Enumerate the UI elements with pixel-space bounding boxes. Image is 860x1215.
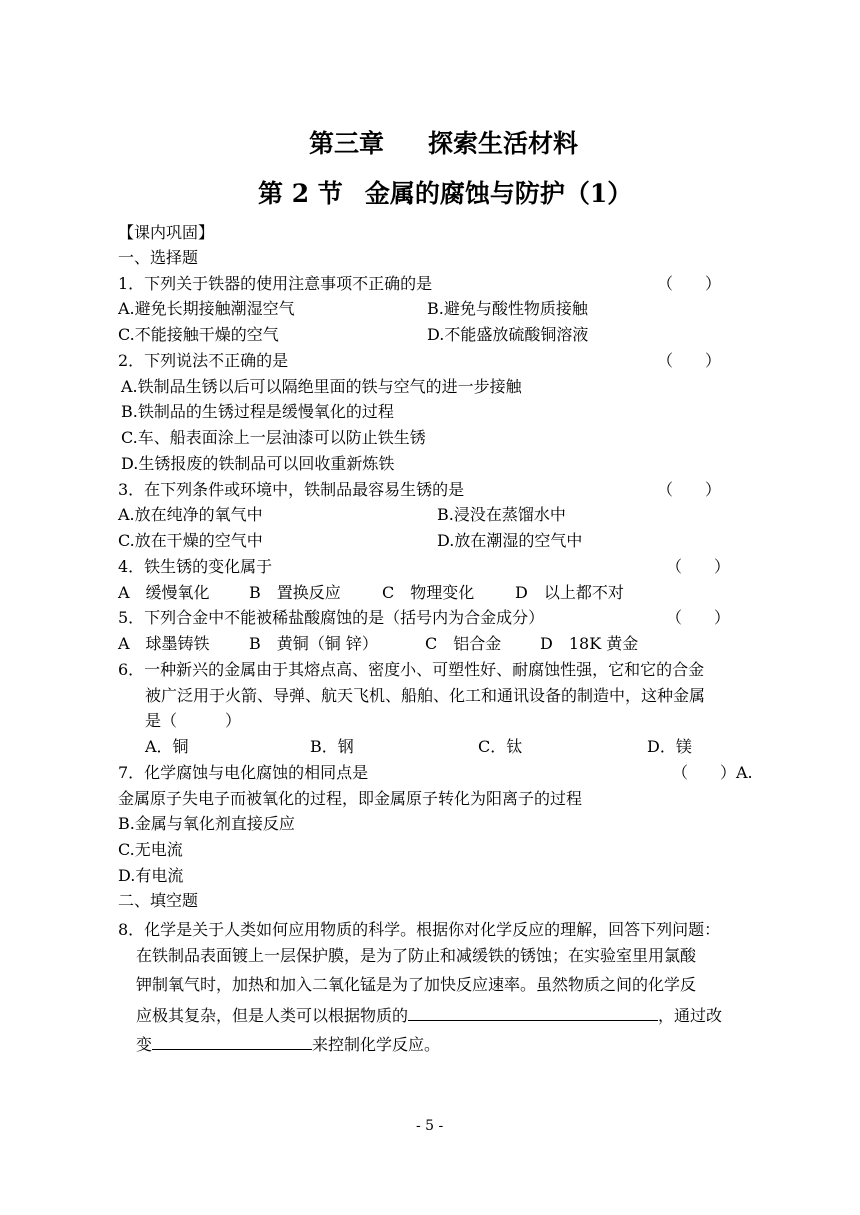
q8-line4 bbox=[136, 1003, 722, 1027]
q7-option-a: 金属原子失电子而被氧化的过程，即金属原子转化为阳离子的过程 bbox=[118, 789, 583, 808]
q5-option-d: D 18K 黄金 bbox=[540, 634, 639, 653]
q6-option-a: A．铜 bbox=[145, 737, 189, 756]
q5-stem: 5．下列合金中不能被稀盐酸腐蚀的是（括号内为合金成分） bbox=[118, 608, 545, 627]
q3-option-a: A.放在纯净的氧气中 bbox=[118, 505, 263, 524]
q8-line3: 钾制氧气时，加热和加入二氧化锰是为了加快反应速率。虽然物质之间的化学反 bbox=[136, 975, 697, 994]
q4-answer-paren: （ ） bbox=[666, 557, 731, 576]
q1-option-d: D.不能盛放硫酸铜溶液 bbox=[427, 325, 589, 344]
q8-line4-post: ，通过改 bbox=[658, 1006, 723, 1025]
q7-stem: 7．化学腐蚀与电化腐蚀的相同点是 bbox=[118, 763, 369, 782]
q7-option-c: C.无电流 bbox=[118, 840, 183, 859]
consolidation-label: 【课内巩固】 bbox=[118, 223, 215, 242]
chapter-name: 探索生活材料 bbox=[428, 129, 579, 158]
q1-option-b: B.避免与酸性物质接触 bbox=[427, 299, 588, 318]
q4-option-b: B 置换反应 bbox=[249, 583, 341, 602]
q6-stem-line1: 6．一种新兴的金属由于其熔点高、密度小、可塑性好、耐腐蚀性强，它和它的合金 bbox=[118, 660, 705, 679]
chapter-number: 第三章 bbox=[309, 129, 385, 158]
q3-answer-paren: （ ） bbox=[657, 480, 722, 499]
q4-option-c: C 物理变化 bbox=[382, 583, 475, 602]
q8-line5-post: 来控制化学反应。 bbox=[312, 1035, 441, 1054]
q2-stem: 2．下列说法不正确的是 bbox=[118, 351, 289, 370]
section-name: 金属的腐蚀与防护（1） bbox=[364, 179, 633, 208]
q3-option-c: C.放在干燥的空气中 bbox=[118, 531, 263, 550]
section-title bbox=[258, 178, 632, 210]
q6-option-b: B．钢 bbox=[310, 737, 354, 756]
q6-stem-line2: 被广泛用于火箭、导弹、航天飞机、船舶、化工和通讯设备的制造中，这种金属 bbox=[145, 686, 706, 705]
q2-answer-paren: （ ） bbox=[657, 351, 722, 370]
q5-option-c: C 铝合金 bbox=[425, 634, 502, 653]
q4-option-a: A 缓慢氧化 bbox=[118, 583, 210, 602]
q4-stem: 4．铁生锈的变化属于 bbox=[118, 557, 273, 576]
q8-line4-pre: 应极其复杂，但是人类可以根据物质的 bbox=[136, 1006, 409, 1025]
chapter-title bbox=[309, 128, 578, 160]
q5-answer-paren: （ ） bbox=[666, 608, 731, 627]
q6-option-c: C．钛 bbox=[478, 737, 523, 756]
q3-stem: 3．在下列条件或环境中，铁制品最容易生锈的是 bbox=[118, 480, 465, 499]
q1-option-a: A.避免长期接触潮湿空气 bbox=[118, 299, 295, 318]
part2-heading: 二、填空题 bbox=[118, 891, 199, 910]
q1-option-c: C.不能接触干燥的空气 bbox=[118, 325, 279, 344]
q3-option-b: B.浸没在蒸馏水中 bbox=[437, 505, 566, 524]
q2-option-a: A.铁制品生锈以后可以隔绝里面的铁与空气的进一步接触 bbox=[121, 377, 522, 396]
q3-option-d: D.放在潮湿的空气中 bbox=[437, 531, 583, 550]
q8-line5 bbox=[136, 1032, 440, 1056]
q4-option-d: D 以上都不对 bbox=[515, 583, 624, 602]
q5-option-a: A 球墨铸铁 bbox=[118, 634, 210, 653]
section-number: 第 2 节 bbox=[258, 179, 343, 208]
q7-answer-paren: （ ）A. bbox=[672, 763, 753, 782]
part1-heading: 一、选择题 bbox=[118, 248, 199, 267]
q8-line2: 在铁制品表面镀上一层保护膜，是为了防止和减缓铁的锈蚀；在实验室里用氯酸 bbox=[136, 946, 697, 965]
q1-stem: 1．下列关于铁器的使用注意事项不正确的是 bbox=[118, 274, 433, 293]
q8-line1: 8．化学是关于人类如何应用物质的科学。根据你对化学反应的理解，回答下列问题： bbox=[118, 920, 721, 939]
q8-line5-pre: 变 bbox=[136, 1035, 153, 1054]
q7-option-d: D.有电流 bbox=[118, 866, 184, 885]
q1-answer-paren: （ ） bbox=[657, 274, 722, 293]
q8-blank-2[interactable] bbox=[152, 1032, 312, 1050]
q2-option-d: D.生锈报废的铁制品可以回收重新炼铁 bbox=[121, 454, 395, 473]
q6-option-d: D．镁 bbox=[647, 737, 692, 756]
q2-option-c: C.车、船表面涂上一层油漆可以防止铁生锈 bbox=[121, 428, 426, 447]
q7-option-b: B.金属与氧化剂直接反应 bbox=[118, 814, 295, 833]
q8-blank-1[interactable] bbox=[408, 1003, 658, 1021]
page-number: - 5 - bbox=[416, 1118, 444, 1134]
q2-option-b: B.铁制品的生锈过程是缓慢氧化的过程 bbox=[121, 402, 394, 421]
q6-stem-line3: 是（ ） bbox=[145, 711, 242, 730]
q5-option-b: B 黄铜（铜 锌） bbox=[249, 634, 378, 653]
